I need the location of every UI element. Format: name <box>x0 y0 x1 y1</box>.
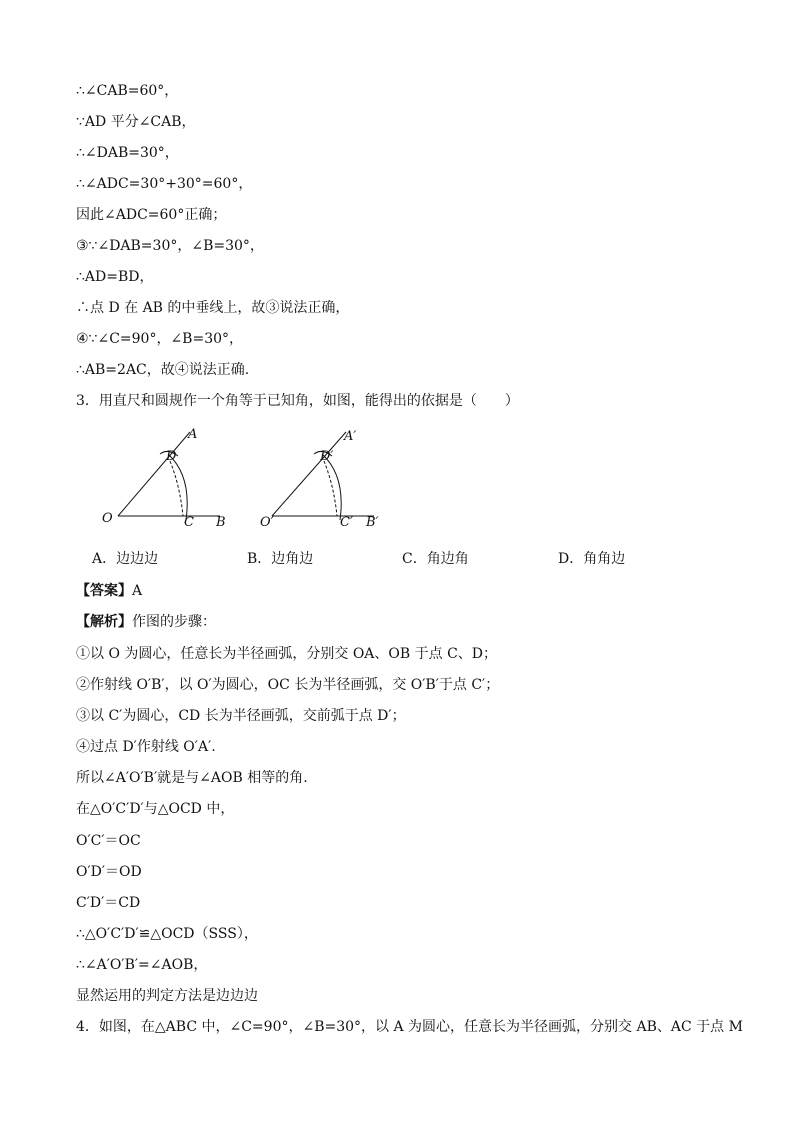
text-line: O′D′＝OD <box>76 864 142 880</box>
answer-tag: 【答案】 <box>76 583 132 599</box>
option-b: B．边角边 <box>247 551 314 567</box>
text-line: ∴∠ADC=30°+30°=60°， <box>76 176 253 192</box>
text-line: ∴∠A′O′B′=∠AOB， <box>76 957 208 973</box>
text-line: ∴AB=2AC，故④说法正确. <box>76 362 250 378</box>
question-4-stem: 4．如图，在△ABC 中，∠C=90°，∠B=30°，以 A 为圆心，任意长为半径画弧，分别交 AB、AC 于点 M <box>76 1019 743 1035</box>
option-a: A．边边边 <box>92 551 159 567</box>
text-line: ④∵∠C=90°，∠B=30°， <box>76 331 244 347</box>
label-c: C <box>184 515 194 530</box>
text-line: ∴△O′C′D′≌△OCD（SSS）， <box>76 926 258 942</box>
dashed-chord <box>170 461 183 516</box>
text-line: ∴∠CAB=60°， <box>76 83 179 99</box>
angle-construction-diagram <box>96 426 396 532</box>
option-c: C．角边角 <box>402 551 469 567</box>
ray-o-prime-a-prime <box>272 432 346 516</box>
label-a: A <box>188 427 198 442</box>
question-3-stem: 3．用直尺和圆规作一个角等于已知角，如图，能得出的依据是（ ） <box>76 393 519 409</box>
answer-value: A <box>132 583 143 599</box>
text-line: C′D′＝CD <box>76 895 141 911</box>
text-line: 因此∠ADC=60°正确； <box>76 207 227 223</box>
text-line: ∴∠DAB=30°， <box>76 145 179 161</box>
left-figure <box>118 432 220 520</box>
text-line: O′C′＝OC <box>76 833 141 849</box>
label-c-prime: C′ <box>340 515 353 530</box>
label-a-prime: A′ <box>344 429 357 444</box>
text-line: 在△O′C′D′与△OCD 中， <box>76 801 235 817</box>
label-b-prime: B′ <box>366 515 379 530</box>
answer-options <box>92 550 652 570</box>
label-o-prime: O′ <box>260 515 274 530</box>
text-line: ∴点 D 在 AB 的中垂线上，故③说法正确， <box>76 300 350 316</box>
dashed-chord-prime <box>324 461 337 516</box>
analysis-line <box>76 613 216 631</box>
text-line: ②作射线 O′B′，以 O′为圆心，OC 长为半径画弧，交 O′B′于点 C′； <box>76 677 500 693</box>
analysis-tag: 【解析】 <box>76 614 132 630</box>
label-o: O <box>102 511 113 526</box>
analysis-intro: 作图的步骤： <box>132 614 216 630</box>
text-line: ∵AD 平分∠CAB， <box>76 114 196 130</box>
option-d: D．角角边 <box>558 551 626 567</box>
text-line: 显然运用的判定方法是边边边 <box>76 988 258 1004</box>
label-d: D <box>166 449 177 464</box>
text-line: ③∵∠DAB=30°，∠B=30°， <box>76 238 264 254</box>
ray-oa <box>118 432 190 516</box>
text-line: ∴AD=BD， <box>76 269 154 285</box>
answer-line <box>76 582 142 600</box>
text-line: 所以∠A′O′B′就是与∠AOB 相等的角. <box>76 770 308 786</box>
label-b: B <box>216 515 226 530</box>
text-line: ③以 C′为圆心，CD 长为半径画弧，交前弧于点 D′； <box>76 708 406 724</box>
label-d-prime: D′ <box>320 449 334 464</box>
right-figure <box>272 432 374 520</box>
text-line: ④过点 D′作射线 O′A′. <box>76 739 216 755</box>
text-line: ①以 O 为圆心，任意长为半径画弧，分别交 OA、OB 于点 C、D； <box>76 646 498 662</box>
